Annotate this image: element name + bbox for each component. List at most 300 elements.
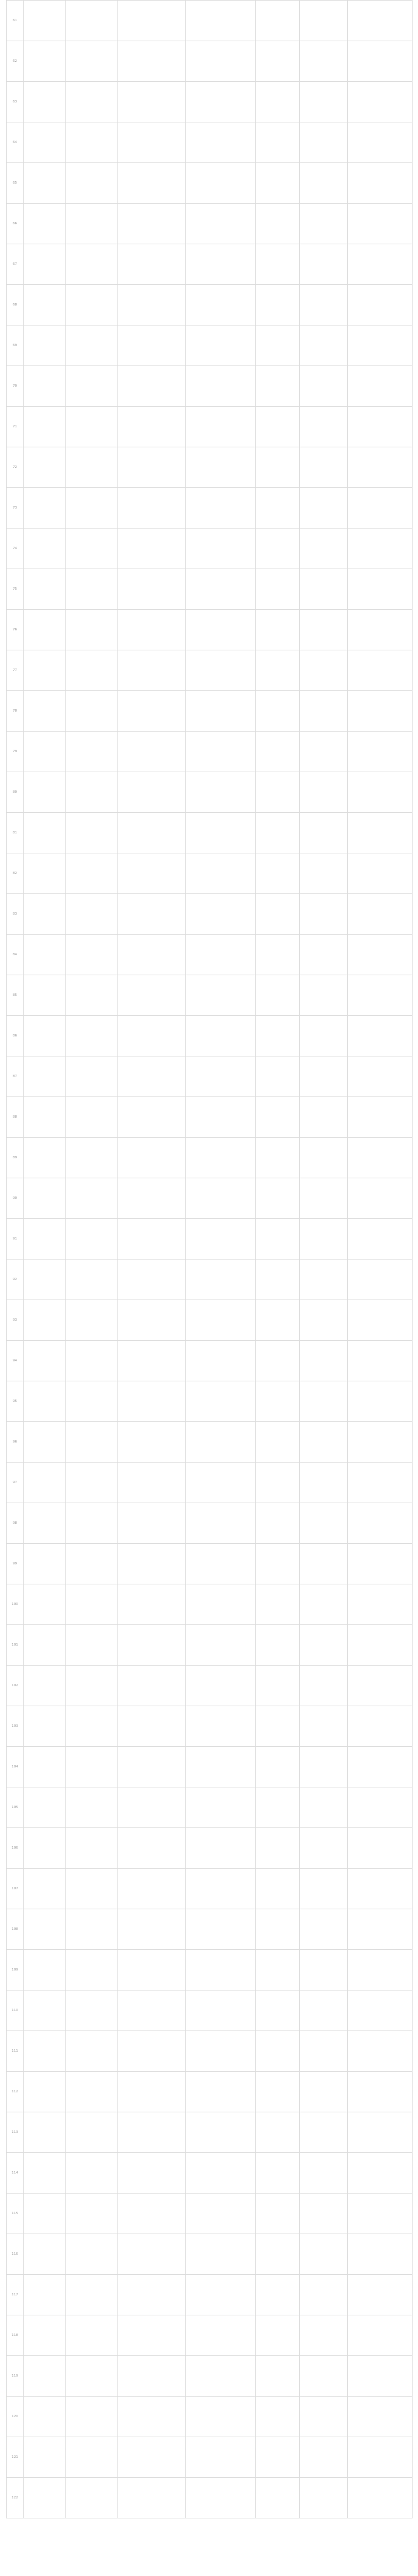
publishing-unit — [186, 204, 256, 244]
publishing-unit — [186, 1544, 256, 1584]
approval-date — [348, 2315, 413, 2356]
approval-date — [348, 650, 413, 691]
game-name — [24, 650, 66, 691]
isbn-number — [300, 813, 348, 853]
approval-date — [348, 1625, 413, 1666]
approval-number — [256, 853, 300, 894]
table-row — [7, 2437, 413, 2478]
row-number: 80 — [7, 772, 24, 813]
approval-number — [256, 1584, 300, 1625]
table-row — [7, 1219, 413, 1260]
publishing-unit — [186, 691, 256, 732]
table-row — [7, 772, 413, 813]
applicant-unit — [118, 2234, 186, 2275]
approval-date — [348, 1178, 413, 1219]
isbn-number — [300, 1138, 348, 1178]
applicant-unit — [118, 122, 186, 163]
approval-number — [256, 1909, 300, 1950]
applicant-unit — [118, 1, 186, 41]
isbn-number — [300, 2072, 348, 2112]
game-name — [24, 1625, 66, 1666]
game-name — [24, 2153, 66, 2194]
publishing-unit — [186, 2194, 256, 2234]
applicant-unit — [118, 2112, 186, 2153]
approval-date — [348, 813, 413, 853]
approval-date — [348, 1828, 413, 1869]
game-type — [66, 1544, 118, 1584]
isbn-number — [300, 2315, 348, 2356]
applicant-unit — [118, 2153, 186, 2194]
approval-date — [348, 1747, 413, 1787]
approval-number — [256, 1503, 300, 1544]
game-type — [66, 1016, 118, 1056]
applicant-unit — [118, 1138, 186, 1178]
table-row — [7, 1666, 413, 1706]
approval-number — [256, 1787, 300, 1828]
isbn-number — [300, 853, 348, 894]
row-number: 114 — [7, 2153, 24, 2194]
row-number: 78 — [7, 691, 24, 732]
publishing-unit — [186, 732, 256, 772]
row-number: 99 — [7, 1544, 24, 1584]
approval-date — [348, 894, 413, 935]
approval-number — [256, 1950, 300, 1990]
publishing-unit — [186, 650, 256, 691]
game-name — [24, 2031, 66, 2072]
row-number: 92 — [7, 1260, 24, 1300]
approval-date — [348, 1260, 413, 1300]
applicant-unit — [118, 1584, 186, 1625]
approval-number — [256, 813, 300, 853]
game-name — [24, 407, 66, 447]
row-number: 91 — [7, 1219, 24, 1260]
isbn-number — [300, 1747, 348, 1787]
row-number: 107 — [7, 1869, 24, 1909]
approval-number — [256, 1381, 300, 1422]
game-name — [24, 244, 66, 285]
game-type — [66, 2194, 118, 2234]
approval-number — [256, 2194, 300, 2234]
publishing-unit — [186, 2478, 256, 2518]
table-row — [7, 1869, 413, 1909]
table-row — [7, 650, 413, 691]
game-name — [24, 1584, 66, 1625]
game-type — [66, 1828, 118, 1869]
table-row — [7, 2112, 413, 2153]
row-number: 61 — [7, 1, 24, 41]
approval-number — [256, 1747, 300, 1787]
game-type — [66, 2112, 118, 2153]
approval-date — [348, 488, 413, 529]
applicant-unit — [118, 1787, 186, 1828]
isbn-number — [300, 975, 348, 1016]
table-row — [7, 407, 413, 447]
table-row — [7, 1138, 413, 1178]
approval-table-body — [7, 1, 413, 2518]
isbn-number — [300, 1422, 348, 1463]
table-row — [7, 2072, 413, 2112]
table-row — [7, 1422, 413, 1463]
game-name — [24, 1260, 66, 1300]
approval-date — [348, 1950, 413, 1990]
isbn-number — [300, 1463, 348, 1503]
approval-date — [348, 244, 413, 285]
isbn-number — [300, 1219, 348, 1260]
publishing-unit — [186, 1422, 256, 1463]
applicant-unit — [118, 1828, 186, 1869]
approval-number — [256, 2112, 300, 2153]
approval-number — [256, 163, 300, 204]
isbn-number — [300, 1178, 348, 1219]
approval-date — [348, 1990, 413, 2031]
table-row — [7, 1463, 413, 1503]
approval-number — [256, 2315, 300, 2356]
applicant-unit — [118, 650, 186, 691]
game-type — [66, 325, 118, 366]
approval-date — [348, 529, 413, 569]
game-type — [66, 1503, 118, 1544]
game-name — [24, 1544, 66, 1584]
approval-number — [256, 1544, 300, 1584]
applicant-unit — [118, 447, 186, 488]
table-row — [7, 2153, 413, 2194]
approval-number — [256, 975, 300, 1016]
publishing-unit — [186, 1747, 256, 1787]
game-name — [24, 1016, 66, 1056]
game-name — [24, 2478, 66, 2518]
isbn-number — [300, 1503, 348, 1544]
isbn-number — [300, 1, 348, 41]
table-row — [7, 610, 413, 650]
table-row — [7, 529, 413, 569]
row-number: 90 — [7, 1178, 24, 1219]
row-number: 82 — [7, 853, 24, 894]
isbn-number — [300, 2031, 348, 2072]
game-name — [24, 1787, 66, 1828]
publishing-unit — [186, 2031, 256, 2072]
game-name — [24, 1990, 66, 2031]
approval-number — [256, 244, 300, 285]
approval-number — [256, 325, 300, 366]
approval-number — [256, 1341, 300, 1381]
table-row — [7, 1909, 413, 1950]
game-type — [66, 1787, 118, 1828]
approval-date — [348, 1787, 413, 1828]
applicant-unit — [118, 1097, 186, 1138]
publishing-unit — [186, 894, 256, 935]
game-name — [24, 1300, 66, 1341]
approval-number — [256, 1422, 300, 1463]
table-row — [7, 2397, 413, 2437]
game-type — [66, 975, 118, 1016]
table-row — [7, 1828, 413, 1869]
applicant-unit — [118, 732, 186, 772]
row-number: 105 — [7, 1787, 24, 1828]
applicant-unit — [118, 1178, 186, 1219]
applicant-unit — [118, 2275, 186, 2315]
applicant-unit — [118, 1300, 186, 1341]
approval-date — [348, 2153, 413, 2194]
game-type — [66, 772, 118, 813]
row-number: 103 — [7, 1706, 24, 1747]
row-number: 117 — [7, 2275, 24, 2315]
game-type — [66, 1300, 118, 1341]
approval-date — [348, 2437, 413, 2478]
approval-date — [348, 1381, 413, 1422]
game-name — [24, 691, 66, 732]
game-name — [24, 1097, 66, 1138]
table-row — [7, 1260, 413, 1300]
game-type — [66, 610, 118, 650]
applicant-unit — [118, 366, 186, 407]
game-name — [24, 2112, 66, 2153]
isbn-number — [300, 204, 348, 244]
isbn-number — [300, 650, 348, 691]
game-type — [66, 732, 118, 772]
isbn-number — [300, 244, 348, 285]
game-type — [66, 1138, 118, 1178]
isbn-number — [300, 1544, 348, 1584]
approval-date — [348, 935, 413, 975]
table-row — [7, 447, 413, 488]
applicant-unit — [118, 1503, 186, 1544]
approval-date — [348, 447, 413, 488]
row-number: 76 — [7, 610, 24, 650]
approval-number — [256, 2356, 300, 2397]
game-name — [24, 204, 66, 244]
applicant-unit — [118, 285, 186, 325]
isbn-number — [300, 1869, 348, 1909]
game-name — [24, 1950, 66, 1990]
table-row — [7, 1584, 413, 1625]
isbn-number — [300, 2397, 348, 2437]
isbn-number — [300, 488, 348, 529]
approval-date — [348, 1097, 413, 1138]
game-type — [66, 41, 118, 82]
applicant-unit — [118, 41, 186, 82]
approval-date — [348, 1341, 413, 1381]
isbn-number — [300, 1381, 348, 1422]
game-name — [24, 488, 66, 529]
game-type — [66, 2153, 118, 2194]
isbn-number — [300, 1909, 348, 1950]
approval-number — [256, 1625, 300, 1666]
game-type — [66, 2275, 118, 2315]
row-number: 88 — [7, 1097, 24, 1138]
publishing-unit — [186, 935, 256, 975]
approval-number — [256, 447, 300, 488]
approval-date — [348, 1219, 413, 1260]
table-row — [7, 1097, 413, 1138]
table-row — [7, 2356, 413, 2397]
isbn-number — [300, 325, 348, 366]
approval-date — [348, 1909, 413, 1950]
approval-date — [348, 772, 413, 813]
row-number: 70 — [7, 366, 24, 407]
game-name — [24, 1381, 66, 1422]
table-row — [7, 2194, 413, 2234]
game-type — [66, 691, 118, 732]
game-type — [66, 2315, 118, 2356]
table-row — [7, 1016, 413, 1056]
row-number: 97 — [7, 1463, 24, 1503]
row-number: 120 — [7, 2397, 24, 2437]
row-number: 87 — [7, 1056, 24, 1097]
applicant-unit — [118, 2194, 186, 2234]
approval-date — [348, 2478, 413, 2518]
approval-number — [256, 610, 300, 650]
publishing-unit — [186, 285, 256, 325]
row-number: 122 — [7, 2478, 24, 2518]
table-row — [7, 2275, 413, 2315]
row-number: 121 — [7, 2437, 24, 2478]
game-type — [66, 488, 118, 529]
game-type — [66, 1625, 118, 1666]
game-name — [24, 41, 66, 82]
publishing-unit — [186, 2315, 256, 2356]
isbn-number — [300, 2437, 348, 2478]
game-name — [24, 1463, 66, 1503]
applicant-unit — [118, 1056, 186, 1097]
row-number: 98 — [7, 1503, 24, 1544]
isbn-number — [300, 447, 348, 488]
game-name — [24, 2194, 66, 2234]
isbn-number — [300, 407, 348, 447]
applicant-unit — [118, 853, 186, 894]
game-name — [24, 1869, 66, 1909]
game-type — [66, 2356, 118, 2397]
game-name — [24, 1706, 66, 1747]
applicant-unit — [118, 569, 186, 610]
table-row — [7, 2315, 413, 2356]
row-number: 115 — [7, 2194, 24, 2234]
approval-date — [348, 1056, 413, 1097]
approval-number — [256, 1300, 300, 1341]
game-name — [24, 1422, 66, 1463]
game-type — [66, 1422, 118, 1463]
approval-number — [256, 1666, 300, 1706]
publishing-unit — [186, 1178, 256, 1219]
publishing-unit — [186, 1503, 256, 1544]
publishing-unit — [186, 1828, 256, 1869]
row-number: 71 — [7, 407, 24, 447]
applicant-unit — [118, 2315, 186, 2356]
isbn-number — [300, 1666, 348, 1706]
publishing-unit — [186, 244, 256, 285]
row-number: 66 — [7, 204, 24, 244]
row-number: 119 — [7, 2356, 24, 2397]
row-number: 116 — [7, 2234, 24, 2275]
game-type — [66, 1869, 118, 1909]
game-type — [66, 529, 118, 569]
approval-number — [256, 1097, 300, 1138]
approval-number — [256, 2031, 300, 2072]
publishing-unit — [186, 1016, 256, 1056]
applicant-unit — [118, 813, 186, 853]
approval-date — [348, 2397, 413, 2437]
publishing-unit — [186, 1625, 256, 1666]
isbn-number — [300, 2478, 348, 2518]
table-row — [7, 2478, 413, 2518]
applicant-unit — [118, 2478, 186, 2518]
game-type — [66, 2031, 118, 2072]
game-type — [66, 2437, 118, 2478]
applicant-unit — [118, 2072, 186, 2112]
game-name — [24, 2356, 66, 2397]
approval-number — [256, 650, 300, 691]
table-row — [7, 366, 413, 407]
table-row — [7, 691, 413, 732]
table-row — [7, 1747, 413, 1787]
table-row — [7, 569, 413, 610]
applicant-unit — [118, 1260, 186, 1300]
table-row — [7, 1056, 413, 1097]
isbn-number — [300, 894, 348, 935]
publishing-unit — [186, 1, 256, 41]
game-name — [24, 1, 66, 41]
game-name — [24, 82, 66, 122]
approval-number — [256, 772, 300, 813]
game-type — [66, 204, 118, 244]
isbn-number — [300, 285, 348, 325]
game-name — [24, 1666, 66, 1706]
publishing-unit — [186, 122, 256, 163]
publishing-unit — [186, 1869, 256, 1909]
publishing-unit — [186, 772, 256, 813]
applicant-unit — [118, 1625, 186, 1666]
game-name — [24, 2275, 66, 2315]
isbn-number — [300, 2112, 348, 2153]
game-type — [66, 1950, 118, 1990]
approval-number — [256, 1178, 300, 1219]
row-number: 118 — [7, 2315, 24, 2356]
game-type — [66, 935, 118, 975]
game-name — [24, 569, 66, 610]
game-name — [24, 2397, 66, 2437]
approval-number — [256, 1706, 300, 1747]
game-type — [66, 1219, 118, 1260]
game-type — [66, 244, 118, 285]
applicant-unit — [118, 244, 186, 285]
publishing-unit — [186, 853, 256, 894]
table-row — [7, 1990, 413, 2031]
row-number: 95 — [7, 1381, 24, 1422]
game-name — [24, 1341, 66, 1381]
row-number: 64 — [7, 122, 24, 163]
game-type — [66, 447, 118, 488]
approval-number — [256, 1828, 300, 1869]
publishing-unit — [186, 1909, 256, 1950]
applicant-unit — [118, 975, 186, 1016]
approval-number — [256, 935, 300, 975]
table-row — [7, 1625, 413, 1666]
approval-number — [256, 1990, 300, 2031]
table-row — [7, 975, 413, 1016]
isbn-number — [300, 1341, 348, 1381]
isbn-number — [300, 2153, 348, 2194]
table-row — [7, 894, 413, 935]
approval-date — [348, 853, 413, 894]
approval-number — [256, 2275, 300, 2315]
row-number: 110 — [7, 1990, 24, 2031]
applicant-unit — [118, 1381, 186, 1422]
isbn-number — [300, 1828, 348, 1869]
applicant-unit — [118, 82, 186, 122]
game-type — [66, 2478, 118, 2518]
isbn-number — [300, 82, 348, 122]
applicant-unit — [118, 691, 186, 732]
isbn-number — [300, 1016, 348, 1056]
